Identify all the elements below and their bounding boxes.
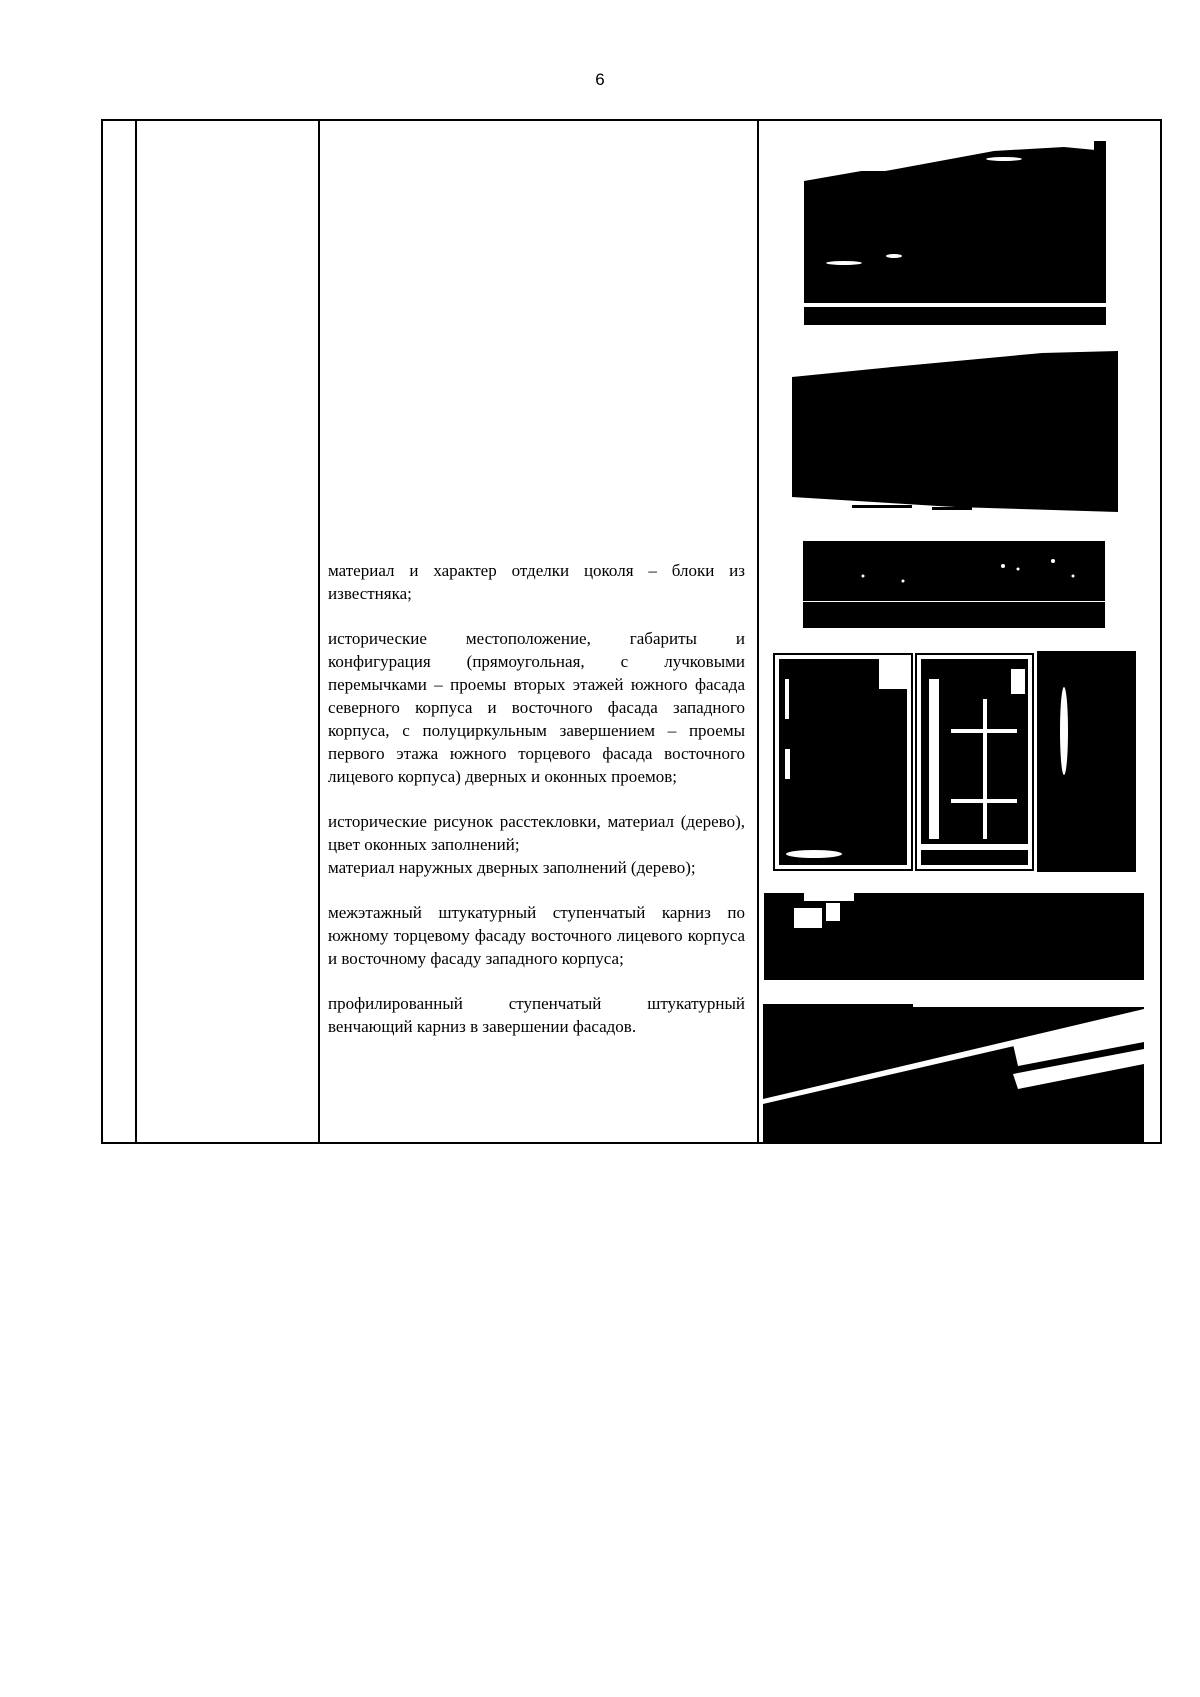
- cornice-photo-1: [764, 893, 1144, 980]
- window-photo-2: [1037, 651, 1136, 872]
- window-photo: [915, 653, 1034, 871]
- page-number: 6: [595, 70, 605, 89]
- facade-photo-1: [804, 141, 1106, 325]
- description-column: [328, 559, 745, 1038]
- paragraph-doors: материал наружных дверных заполнений (дерево);: [328, 858, 696, 877]
- table-left-border: [101, 119, 103, 1144]
- column-divider-2: [318, 119, 320, 1144]
- paragraph-plinth: материал и характер отделки цоколя – блоки из известняка;: [328, 561, 745, 603]
- paragraph-glazing: исторические рисунок расстекловки, материал (дерево), цвет оконных заполнений;: [328, 812, 745, 854]
- paragraph-interfloor-cornice: межэтажный штукатурный ступенчатый карниз по южному торцевому фасаду восточного лицевого корпуса и восточному фасаду западного корпуса;: [328, 903, 745, 968]
- table-right-border: [1160, 119, 1162, 1144]
- plinth-photo: [803, 541, 1105, 628]
- cornice-photo-2: [763, 1004, 1144, 1142]
- column-divider-3: [757, 119, 759, 1144]
- column-divider-1: [135, 119, 137, 1144]
- table-top-border: [101, 119, 1162, 121]
- paragraph-crowning-cornice: профилированный ступенчатый штукатурный венчающий карниз в завершении фасадов.: [328, 994, 745, 1036]
- paragraph-openings: исторические местоположение, габариты и конфигурация (прямоугольная, с лучковыми перемычками – проемы вторых этажей южного фасада северного корпуса и восточного фасада западного корпуса, с полуциркульным завершением – проемы первого этажа южного торцевого фасада восточного лицевого корпуса) дверных и оконных проемов;: [328, 629, 745, 786]
- door-photo: [773, 653, 913, 871]
- facade-photo-2: [792, 347, 1118, 517]
- table-bottom-border: [101, 1142, 1162, 1144]
